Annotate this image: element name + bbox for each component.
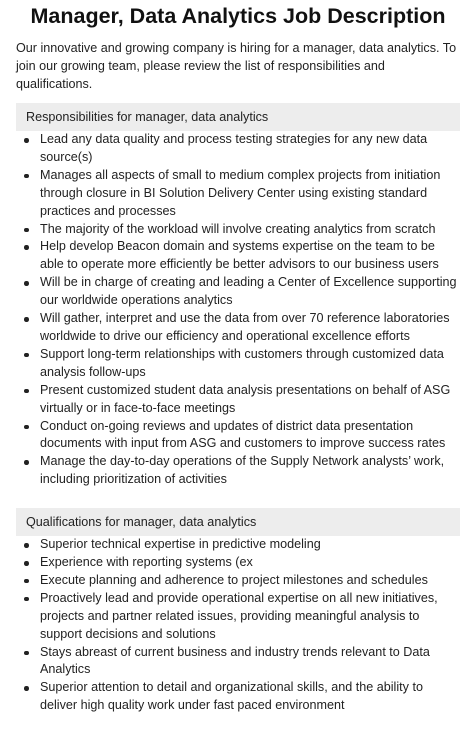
responsibilities-list bbox=[16, 131, 460, 489]
list-item bbox=[40, 310, 460, 346]
bullet-icon bbox=[24, 561, 29, 566]
intro-paragraph: Our innovative and growing company is hiring for a manager, data analytics. To join our growing team, please review the list of responsibilities and qualifications. bbox=[16, 41, 457, 91]
list-item bbox=[40, 274, 460, 310]
bullet-icon bbox=[24, 245, 29, 250]
list-item bbox=[40, 554, 460, 572]
responsibility-text: Manage the day-to-day operations of the Supply Network analysts’ work, including prioritization of activities bbox=[40, 454, 445, 487]
bullet-icon bbox=[24, 228, 29, 233]
list-item bbox=[40, 238, 460, 274]
list-item bbox=[40, 644, 460, 680]
list-item bbox=[40, 221, 460, 239]
bullet-icon bbox=[24, 597, 29, 602]
responsibility-text: Present customized student data analysis presentations on behalf of ASG virtually or in face-to-face meetings bbox=[40, 382, 451, 415]
qualification-text: Experience with reporting systems (ex bbox=[40, 555, 253, 570]
bullet-icon bbox=[24, 353, 29, 358]
qualifications-heading: Qualifications for manager, data analytics bbox=[16, 508, 460, 536]
list-item bbox=[40, 536, 460, 554]
responsibility-text: The majority of the workload will involve creating analytics from scratch bbox=[40, 221, 436, 236]
responsibilities-heading: Responsibilities for manager, data analytics bbox=[16, 103, 460, 131]
bullet-icon bbox=[24, 425, 29, 430]
bullet-icon bbox=[24, 317, 29, 322]
qualification-text: Superior technical expertise in predictive modeling bbox=[40, 537, 321, 552]
responsibility-text: Manages all aspects of small to medium complex projects from initiation through closure in BI Solution Delivery Center using existing standard practices and processes bbox=[40, 167, 441, 218]
responsibility-text: Conduct on-going reviews and updates of district data presentation documents with input from ASG and customers to improve success rates bbox=[40, 418, 446, 451]
bullet-icon bbox=[24, 651, 29, 656]
bullet-icon bbox=[24, 460, 29, 465]
page-title: Manager, Data Analytics Job Description bbox=[30, 4, 446, 28]
responsibility-text: Will gather, interpret and use the data from over 70 reference laboratories worldwide to drive our efficiency and operational excellence efforts bbox=[40, 311, 450, 343]
responsibility-text: Support long-term relationships with customers through customized data analysis follow-ups bbox=[40, 346, 444, 379]
responsibility-text: Lead any data quality and process testing strategies for any new data source(s) bbox=[40, 132, 428, 164]
list-item bbox=[40, 572, 460, 590]
list-item bbox=[40, 382, 460, 418]
bullet-icon bbox=[24, 686, 29, 691]
bullet-icon bbox=[24, 579, 29, 584]
qualifications-list bbox=[16, 536, 460, 715]
responsibility-text: Will be in charge of creating and leading a Center of Excellence supporting our worldwide operations analytics bbox=[40, 275, 457, 308]
qualification-text: Superior attention to detail and organizational skills, and the ability to deliver high quality work under fast paced environment bbox=[40, 680, 423, 713]
bullet-icon bbox=[24, 543, 29, 548]
qualification-text: Stays abreast of current business and industry trends relevant to Data Analytics bbox=[40, 644, 430, 677]
list-item bbox=[40, 679, 460, 715]
list-item bbox=[40, 346, 460, 382]
qualification-text: Execute planning and adherence to project milestones and schedules bbox=[40, 572, 428, 587]
list-item bbox=[40, 167, 460, 221]
responsibility-text: Help develop Beacon domain and systems expertise on the team to be able to operate more efficiently be better advisors to our business users bbox=[40, 239, 439, 272]
list-item bbox=[40, 131, 460, 167]
bullet-icon bbox=[24, 174, 29, 179]
bullet-icon bbox=[24, 389, 29, 394]
list-item bbox=[40, 418, 460, 454]
list-item bbox=[40, 453, 460, 489]
bullet-icon bbox=[24, 281, 29, 286]
bullet-icon bbox=[24, 138, 29, 143]
list-item bbox=[40, 590, 460, 644]
qualification-text: Proactively lead and provide operational expertise on all new initiatives, projects and partner related issues, providing meaningful analysis to support decisions and solutions bbox=[40, 590, 438, 641]
